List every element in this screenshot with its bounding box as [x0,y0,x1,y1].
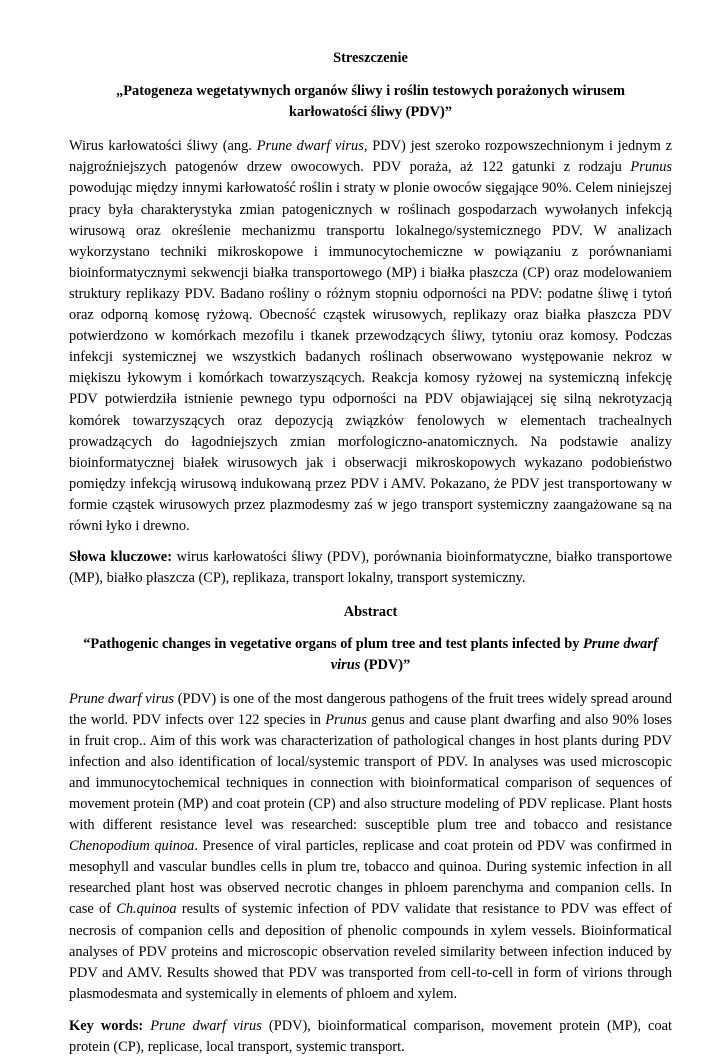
abstract-heading: Abstract [343,604,398,621]
italic-run: Prune dwarf virus [256,138,364,155]
summary-heading: Streszczenie [333,50,408,66]
text-run: results of systemic infection of PDV validate that resistance to PDV was effect of necrosis of companion cells and deposition of phenolic compounds in xylem vessels. Bioinformatical analyses of PDV proteins and microscopic observation reveled similarity between infection induced by PDV and AMV. Results showed that PDV was transported from cell-to-cell in form of virions through plasmodesmata and systemically in elements of phloem and xylem. [69,901,672,1002]
italic-run: Chenopodium quinoa [69,838,195,855]
text-run: powodując między innymi karłowatość roślin i straty w plonie owoców sięgające 90%. Celem niniejszej pracy była charakterystyka zmian patogenicznych w roślinach gospodarzach wywołanych infekcją wirusową oraz określenie mechanizmu transportu lokalnego/systemicznego PDV. W analizach wykorzystano techniki mikroskopowe i immunocytochemiczne w powiązaniu z porównaniami bioinformatycznymi sekwencji białka transportowego (MP) i białka płaszcza (CP) oraz modelowaniem struktury replikazy PDV. Badano rośliny o różnym stopniu odporności na PDV: podatne śliwę i tytoń oraz odporną komosę ryżową. Obecność cząstek wirusowych, replikazy oraz białka płaszcza PDV potwierdzono w komórkach mezofilu i tkanek przewodzących śliwy, tytoniu oraz komosy. Podczas infekcji systemicznej we wszystkich badanych roślinach obserwowano występowanie nekroz w miękiszu łykowym i komórkach towarzyszących. Reakcja komosy ryżowej na systemiczną infekcję PDV potwierdziła istnienie pewnego typu odporności na PDV objawiającej się silną nekrotyzacją komórek towarzyszących oraz depozycją związków fenolowych w elementach trachealnych prowadzących do łagodniejszych zmian morfologiczno-anatomicznych. Na podstawie analizy bioinformatycznej białek wirusowych jak i obserwacji mikroskopowych wykazano podobieństwo pomiędzy infekcją wirusową indukowaną przez PDV i AMV. Pokazano, że PDV jest transportowany w formie cząstek wirusowych przez plazmodesmy zaś w jego transport systemiczny zaangażowane są na równi łyko i drewno. [69,180,672,534]
abstract-title [69,634,672,676]
text-run: (PDV) is one of the most dangerous pathogens of the fruit trees widely spread around the world. PDV infects over 122 species in [69,690,672,728]
text-run: (PDV), bioinformatical comparison, movement protein (MP), coat protein (CP), replicase, local transport, systemic transport. [69,1017,673,1056]
text-run: , PDV) jest szeroko rozpowszechnionym i jednym z najgroźniejszych patogenów drzew owocowych. PDV poraża, aż 122 gatunki z rodzaju [69,138,672,176]
abstract-keywords-label: Key words: [69,1017,144,1034]
italic-run: Prune dwarf virus [330,636,658,674]
text-run: “Pathogenic changes in vegetative organs of plum tree and test plants infected by [83,636,583,653]
text-run: (PDV)” [360,657,411,674]
summary-keywords [69,547,672,589]
summary-title: „Patogeneza wegetatywnych organów śliwy i roślin testowych porażonych wirusem karłowatości śliwy (PDV)” [116,83,625,121]
text-run: Wirus karłowatości śliwy (ang. [69,138,257,155]
summary-body [69,136,672,537]
summary-keywords-label: Słowa kluczowe: [69,549,172,566]
italic-run: Ch.quinoa [116,901,177,918]
italic-run: Prune dwarf virus [69,690,175,707]
document-page [69,48,672,1058]
abstract-keywords [69,1016,672,1058]
text-run: genus and cause plant dwarfing and also 90% loses in fruit crop.. Aim of this work was characterization of pathological changes in host plants during PDV infection and also identification of local/systemic transport of PDV. In analyses was used microscopic and immunocytochemical techniques in connection with bioinformatical comparison of sequences of movement protein (MP) and coat protein (CP) and also structure modeling of PDV replicase. Plant hosts with different resistance level was researched: susceptible plum tree and tobacco and resistance [69,711,673,834]
summary-keywords-text: wirus karłowatości śliwy (PDV), porównania bioinformatyczne, białko transportowe (MP), białko płaszcza (CP), replikaza, transport lokalny, transport systemiczny. [69,549,672,587]
italic-run: Prune dwarf virus [150,1017,262,1034]
text-run: . Presence of viral particles, replicase and coat protein od PDV was confirmed in mesophyll and vascular bundles cells in plum tre, tobacco and quinoa. During systemic infection in all researched plant host was observed necrotic changes in phloem parenchyma and companion cells. In case of [69,838,672,918]
italic-run: Prunus [325,711,367,728]
abstract-body [69,689,672,1005]
italic-run: Prunus [630,159,672,176]
